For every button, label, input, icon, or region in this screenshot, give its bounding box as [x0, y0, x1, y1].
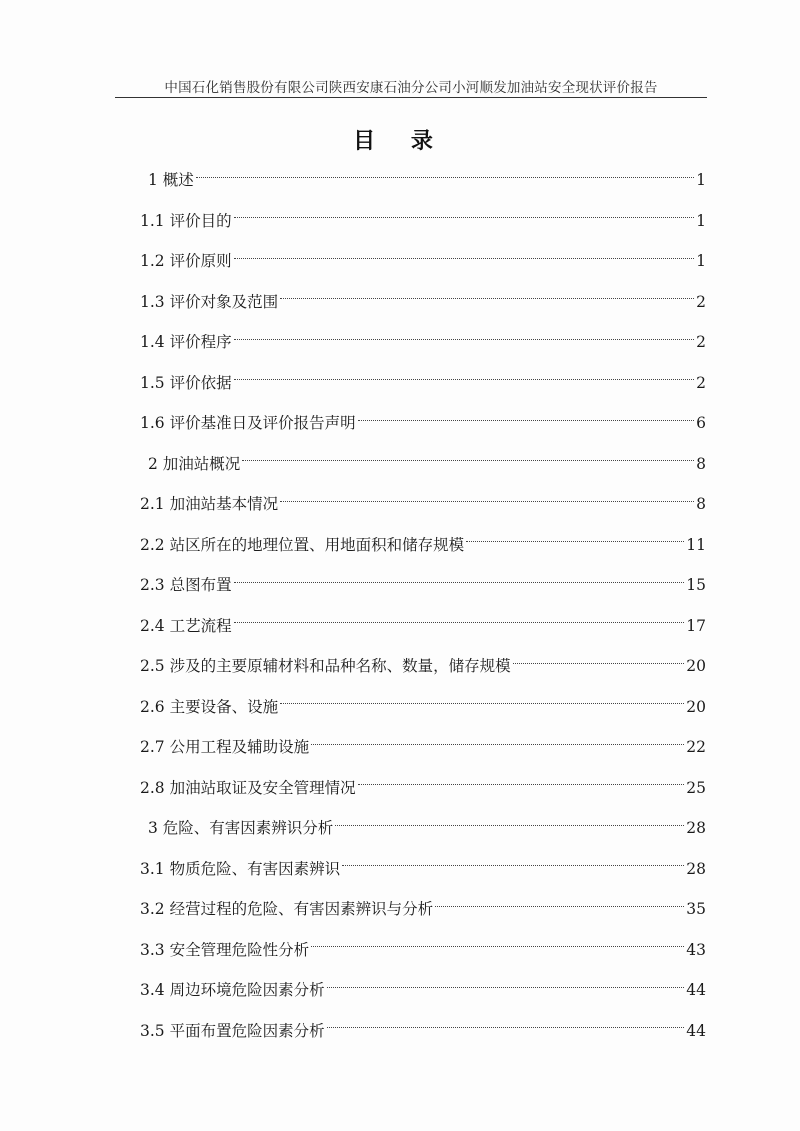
toc-entry-page-number: 22: [686, 738, 706, 756]
toc-entry[interactable]: [140, 646, 706, 687]
toc-entry-label: 2.1 加油站基本情况: [140, 495, 279, 513]
toc-entry-page-number: 11: [686, 535, 706, 554]
toc-entry-label: 2.4 工艺流程: [140, 616, 232, 635]
toc-entry-page-number: 28: [686, 859, 706, 878]
toc-entry-label: 1.5 评价依据: [140, 373, 232, 392]
toc-dot-leader: [466, 541, 684, 542]
toc-dot-leader: [435, 906, 684, 907]
toc-entry-label: 1.1 评价目的: [140, 211, 232, 230]
toc-dot-leader: [234, 339, 695, 340]
toc-dot-leader: [196, 177, 694, 178]
toc-entry[interactable]: [140, 201, 706, 242]
toc-entry-page-number: 2: [696, 333, 706, 351]
toc-entry-page-number: 15: [686, 576, 706, 594]
toc-entry-label: 2.5 涉及的主要原辅材料和品种名称、数量，储存规模: [140, 657, 511, 675]
toc-entry-page-number: 1: [696, 171, 706, 189]
toc-entry-label: 3.4 周边环境危险因素分析: [140, 981, 325, 999]
toc-entry[interactable]: [140, 484, 706, 525]
toc-entry-label: 3 危险、有害因素辨识分析: [148, 819, 334, 837]
toc-entry-label: 1.3 评价对象及范围: [140, 292, 279, 311]
toc-entry-label: 2 加油站概况: [148, 454, 241, 473]
toc-dot-leader: [234, 217, 695, 218]
toc-entry-label: 1.4 评价程序: [140, 333, 232, 351]
toc-entry[interactable]: [140, 282, 706, 323]
toc-entry-page-number: 2: [696, 373, 706, 392]
toc-entry-page-number: 35: [686, 900, 706, 918]
toc-dot-leader: [242, 460, 694, 461]
toc-entry[interactable]: [140, 849, 706, 890]
toc-entry[interactable]: [140, 403, 706, 444]
toc-dot-leader: [358, 420, 695, 421]
toc-entry[interactable]: [140, 160, 706, 201]
toc-entry[interactable]: [140, 525, 706, 566]
toc-entry-label: 3.5 平面布置危险因素分析: [140, 1021, 325, 1040]
toc-entry[interactable]: [140, 808, 706, 849]
toc-entry-page-number: 20: [686, 697, 706, 716]
toc-entry[interactable]: [140, 1011, 706, 1052]
toc-dot-leader: [280, 298, 694, 299]
toc-entry-page-number: 28: [686, 819, 706, 837]
toc-entry[interactable]: [140, 565, 706, 606]
toc-entry-label: 2.8 加油站取证及安全管理情况: [140, 778, 356, 797]
toc-entry[interactable]: [140, 363, 706, 404]
toc-entry-label: 1.2 评价原则: [140, 252, 232, 270]
toc-entry-label: 1.6 评价基准日及评价报告声明: [140, 414, 356, 432]
toc-entry[interactable]: [140, 687, 706, 728]
toc-entry-page-number: 43: [686, 940, 706, 959]
toc-title: 目 录: [353, 128, 447, 154]
toc-entry-label: 3.1 物质危险、有害因素辨识: [140, 859, 341, 878]
toc-dot-leader: [342, 865, 684, 866]
toc-entry[interactable]: [140, 606, 706, 647]
toc-dot-leader: [311, 946, 684, 947]
toc-entry[interactable]: [140, 930, 706, 971]
toc-entry-label: 2.2 站区所在的地理位置、用地面积和储存规模: [140, 535, 465, 554]
toc-entry-page-number: 44: [686, 981, 706, 999]
toc-entry-page-number: 25: [686, 778, 706, 797]
toc-entry-label: 3.3 安全管理危险性分析: [140, 940, 310, 959]
toc-entry-page-number: 8: [696, 495, 706, 513]
toc-entry[interactable]: [140, 727, 706, 768]
toc-entry-page-number: 20: [686, 657, 706, 675]
toc-dot-leader: [335, 825, 684, 826]
toc-dot-leader: [280, 703, 684, 704]
toc-entry[interactable]: [140, 768, 706, 809]
toc-entry-page-number: 17: [686, 616, 706, 635]
toc-entry-label: 2.7 公用工程及辅助设施: [140, 738, 310, 756]
toc-dot-leader: [234, 258, 695, 259]
toc-entry-page-number: 1: [696, 211, 706, 230]
toc-entry[interactable]: [140, 444, 706, 485]
table-of-contents: [140, 160, 706, 1051]
running-header: 中国石化销售股份有限公司陕西安康石油分公司小河顺发加油站安全现状评价报告: [164, 80, 658, 96]
toc-entry[interactable]: [140, 322, 706, 363]
toc-entry-page-number: 44: [686, 1021, 706, 1040]
toc-entry-label: 2.3 总图布置: [140, 576, 232, 594]
toc-dot-leader: [513, 663, 685, 664]
header-rule: [115, 97, 707, 98]
toc-entry-page-number: 1: [696, 252, 706, 270]
toc-entry[interactable]: [140, 241, 706, 282]
toc-entry-label: 3.2 经营过程的危险、有害因素辨识与分析: [140, 900, 434, 918]
toc-entry-page-number: 6: [696, 414, 706, 432]
toc-entry-label: 1 概述: [148, 171, 194, 189]
toc-dot-leader: [327, 987, 685, 988]
toc-dot-leader: [280, 501, 694, 502]
toc-dot-leader: [234, 582, 685, 583]
toc-entry-page-number: 2: [696, 292, 706, 311]
toc-entry[interactable]: [140, 889, 706, 930]
toc-dot-leader: [234, 379, 695, 380]
toc-dot-leader: [358, 784, 685, 785]
toc-entry-label: 2.6 主要设备、设施: [140, 697, 279, 716]
toc-entry[interactable]: [140, 970, 706, 1011]
toc-dot-leader: [234, 622, 685, 623]
toc-dot-leader: [327, 1027, 685, 1028]
toc-entry-page-number: 8: [696, 454, 706, 473]
toc-dot-leader: [311, 744, 684, 745]
